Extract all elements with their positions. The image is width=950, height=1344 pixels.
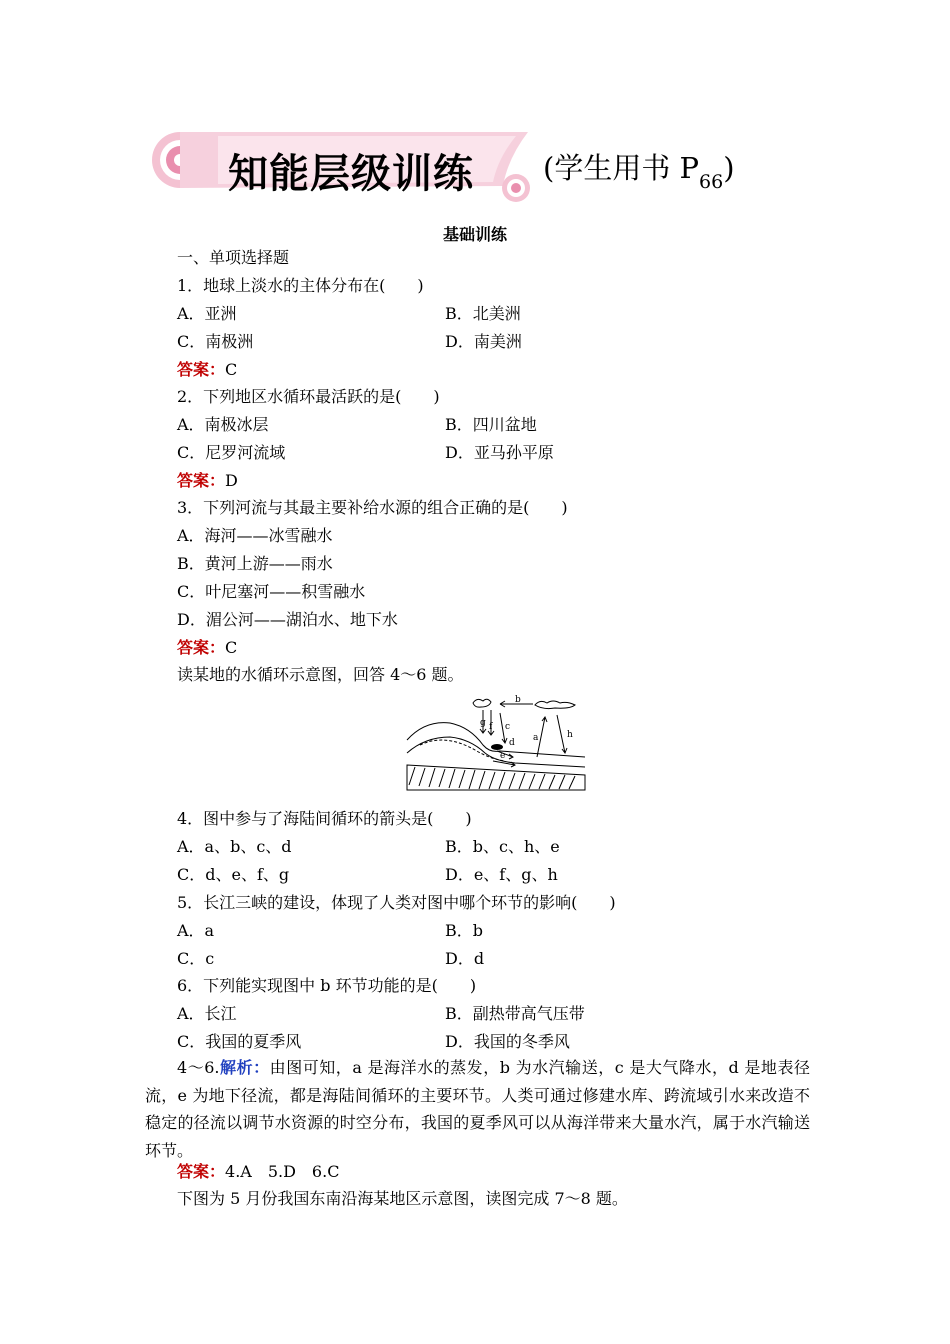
q2-answer-value: D [225,471,238,490]
answer-label: 答案： [177,471,226,490]
answers-4-6-value: 4.A 5.D 6.C [225,1162,340,1181]
q1-stem: 1．地球上淡水的主体分布在( ) [177,276,424,295]
q3-stem: 3．下列河流与其最主要补给水源的组合正确的是( ) [177,498,568,517]
q5-option-b: B．b [445,921,484,940]
q2-answer [177,471,238,491]
section-title: 基础训练 [442,225,507,244]
q4-option-b: B．b、c、h、e [445,837,560,856]
label-h: h [567,730,573,740]
answer-label: 答案： [177,360,226,379]
label-a: a [533,733,539,743]
q6-option-d: D．我国的冬季风 [445,1032,570,1051]
explanation-label: 解析： [219,1058,270,1077]
label-d: d [509,738,515,748]
q4-stem: 4．图中参与了海陆间循环的箭头是( ) [177,809,472,828]
explanation-prefix: 4～6. [177,1058,220,1077]
water-cycle-diagram [405,695,590,795]
q2-option-b: B．四川盆地 [445,415,537,434]
q3-answer [177,638,237,658]
q6-option-c: C．我国的夏季风 [177,1032,302,1051]
q2-option-d: D．亚马孙平原 [445,443,554,462]
q3-option-c: C．叶尼塞河——积雪融水 [177,582,366,601]
q4-option-a: A．a、b、c、d [177,837,292,856]
banner-subtitle-text: (学生用书 P [543,151,700,185]
read-intro-2: 下图为 5 月份我国东南沿海某地区示意图，读图完成 7～8 题。 [177,1189,628,1208]
q5-option-c: C．c [177,949,215,968]
answers-4-6 [177,1162,339,1182]
q3-option-b: B．黄河上游——雨水 [177,554,333,573]
explanation-text: 由图可知，a 是海洋水的蒸发，b 为水汽输送，c 是大气降水，d 是地表径流，e 为地下径流，都是海陆间循环的主要环节。人类可通过修建水库、跨流域引水来改造不稳定的径流以调节水资源的时空分布，我国的夏季风可以从海洋带来大量水汽，属于水汽输送环节。 [145,1058,810,1161]
q6-stem: 6．下列能实现图中 b 环节功能的是( ) [177,976,477,995]
q3-answer-value: C [225,638,238,657]
q4-option-c: C．d、e、f、g [177,865,290,884]
q1-option-c: C．南极洲 [177,332,254,351]
answer-label: 答案： [177,638,226,657]
label-e: e [500,751,506,761]
q1-option-b: B．北美洲 [445,304,521,323]
q3-option-a: A．海河——冰雪融水 [177,526,333,545]
q5-stem: 5．长江三峡的建设，体现了人类对图中哪个环节的影响( ) [177,893,616,912]
explanation-paragraph [145,1054,810,1165]
label-c: c [505,722,511,732]
q1-answer-value: C [225,360,238,379]
q6-option-a: A．长江 [177,1004,237,1023]
q1-answer [177,360,237,380]
q6-option-b: B．副热带高气压带 [445,1004,585,1023]
q2-stem: 2．下列地区水循环最活跃的是( ) [177,387,440,406]
label-b: b [515,695,521,705]
banner-subtitle [543,146,735,193]
q2-option-a: A．南极冰层 [177,415,269,434]
q4-option-d: D．e、f、g、h [445,865,558,884]
banner-close-paren: ) [723,151,735,185]
banner-page-number: 66 [699,171,724,193]
answer-label: 答案： [177,1162,226,1181]
banner-title: 知能层级训练 [228,151,474,197]
q2-option-c: C．尼罗河流域 [177,443,286,462]
q1-option-a: A．亚洲 [177,304,237,323]
q5-option-a: A．a [177,921,215,940]
label-f: f [489,722,493,732]
label-g: g [480,718,486,728]
part-heading: 一、单项选择题 [177,248,290,267]
read-intro-1: 读某地的水循环示意图，回答 4～6 题。 [177,665,464,684]
q1-option-d: D．南美洲 [445,332,522,351]
q3-option-d: D．湄公河——湖泊水、地下水 [177,610,398,629]
q5-option-d: D．d [445,949,485,968]
